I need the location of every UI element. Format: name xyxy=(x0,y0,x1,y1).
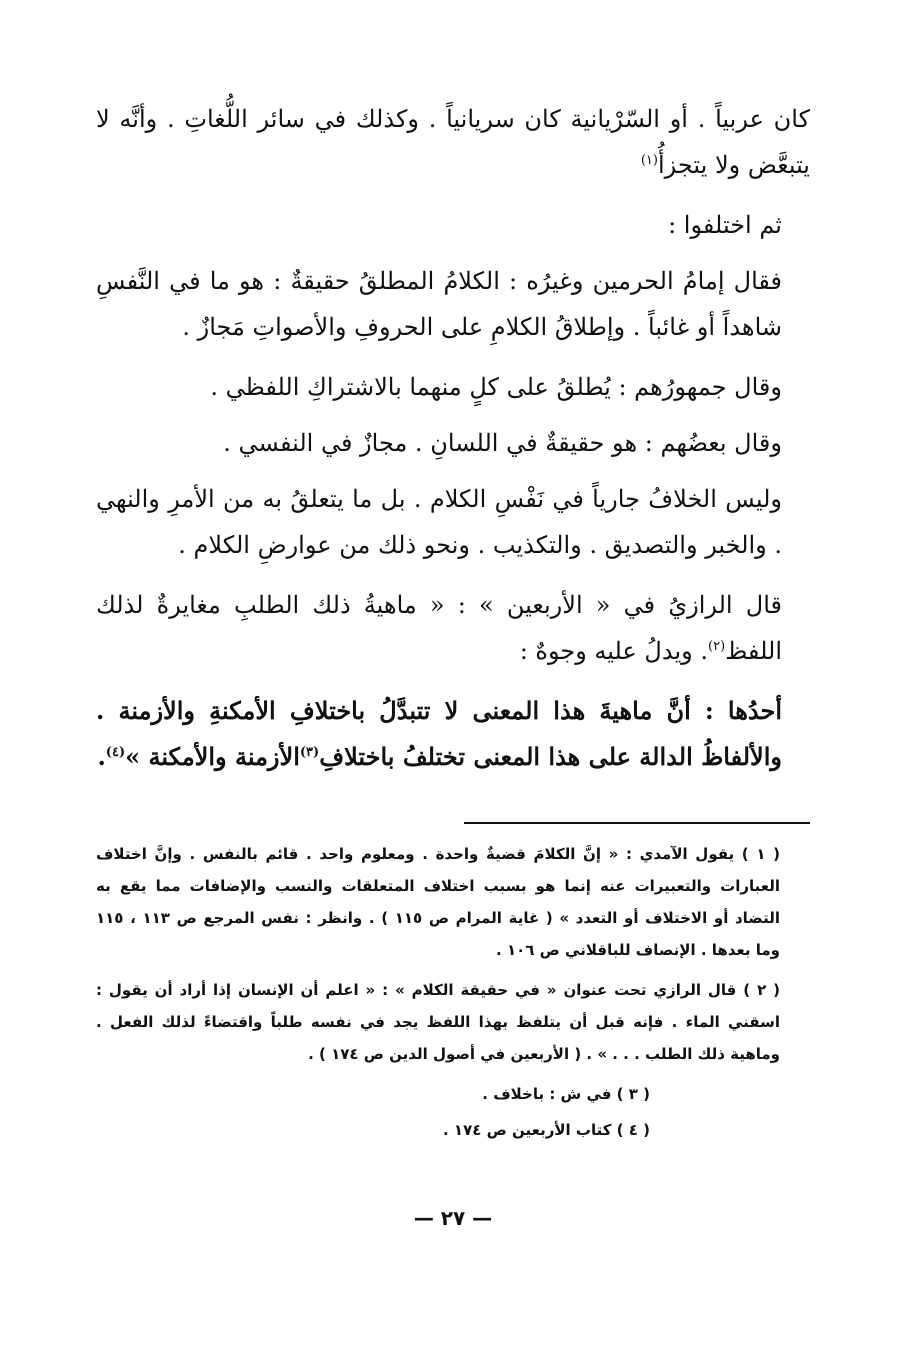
paragraph-8 xyxy=(96,688,810,780)
footnote-ref-4: (٤) xyxy=(105,745,126,760)
footnote-divider xyxy=(464,822,810,824)
paragraph-7-text-b: . ويدلُ عليه وجوهٌ : xyxy=(519,637,708,665)
footnote-ref-2: (٢) xyxy=(708,639,726,654)
footnote-4: ( ٤ ) كتاب الأربعين ص ١٧٤ . xyxy=(443,1121,650,1139)
paragraph-3: فقال إمامُ الحرمين وغيرُه : الكلامُ المطلقُ حقيقةٌ : هو ما في النَّفسِ شاهداً أو غائباً . وإطلاقُ الكلامِ على الحروفِ والأصواتِ مَجازٌ . xyxy=(96,267,782,341)
paragraph-1 xyxy=(96,96,810,188)
paragraph-1-text: كان عربياً . أو السّرْيانية كان سريانياً . وكذلك في سائر اللُّغاتِ . وأنَّه لا يتبعَّض ولا يتجزأُ xyxy=(96,105,810,179)
paragraph-2: ثم اختلفوا : xyxy=(668,211,782,239)
footnote-ref-3: (٣) xyxy=(299,745,320,760)
paragraph-4: وقال جمهورُهم : يُطلقُ على كلٍ منهما بالاشتراكِ اللفظي . xyxy=(210,373,782,401)
paragraph-6: وليس الخلافُ جارياً في نَفْسِ الكلام . بل ما يتعلقُ به من الأمرِ والنهي . والخبر والتصديق . والتكذيب . ونحو ذلك من عوارضِ الكلام . xyxy=(96,485,782,559)
footnote-ref-1: (١) xyxy=(640,153,658,168)
footnotes xyxy=(96,838,810,1150)
paragraph-7 xyxy=(96,582,810,674)
footnote-1: ( ١ ) يقول الآمدي : « إنَّ الكلامَ قضيةٌ واحدة . ومعلوم واحد . قائم بالنفس . وإنَّ اختلاف العبارات والتعبيرات عنه إنما هو بسبب اختلاف المتعلقات والنسب والإضافات مما يقع به التضاد أو الاختلاف أو التعدد » ( غاية المرام ص ١١٥ ) . وانظر : نفس المرجع ص ١١٣ ، ١١٥ وما بعدها . الإنصاف للباقلاني ص ١٠٦ . xyxy=(96,845,780,959)
paragraph-5: وقال بعضُهم : هو حقيقةٌ في اللسانِ . مجازٌ في النفسي . xyxy=(223,429,782,457)
page-number: — ٢٧ — xyxy=(413,1206,493,1230)
footnote-3: ( ٣ ) في ش : باخلاف . xyxy=(482,1085,650,1103)
footnote-2: ( ٢ ) قال الرازي تحت عنوان « في حقيقة الكلام » : « اعلم أن الإنسان إذا أراد أن يقول : اسقني الماء . فإنه قبل أن يتلفظ بهذا اللفظ يجد في نفسه طلباً واقتضاءً لذلك الفعل . وماهية ذلك الطلب . . . » . ( الأربعين في أصول الدين ص ١٧٤ ) . xyxy=(96,981,781,1063)
main-text xyxy=(96,96,810,794)
paragraph-8-text-c: . xyxy=(97,742,106,771)
paragraph-8-lead: أحدُها : xyxy=(704,696,782,725)
paragraph-8-text-b: الأزمنة والأمكنة » xyxy=(125,742,300,771)
paragraph-7-text-a: قال الرازيُ في « الأربعين » : « ماهيةُ ذلك الطلبِ مغايرةٌ لذلك اللفظ xyxy=(96,591,782,665)
paragraph-8-text-a: أنَّ ماهيةَ هذا المعنى لا تتبدَّلُ باختلافِ الأمكنةِ والأزمنة . والألفاظُ الدالة على هذا المعنى تختلفُ باختلافِ xyxy=(96,696,782,771)
